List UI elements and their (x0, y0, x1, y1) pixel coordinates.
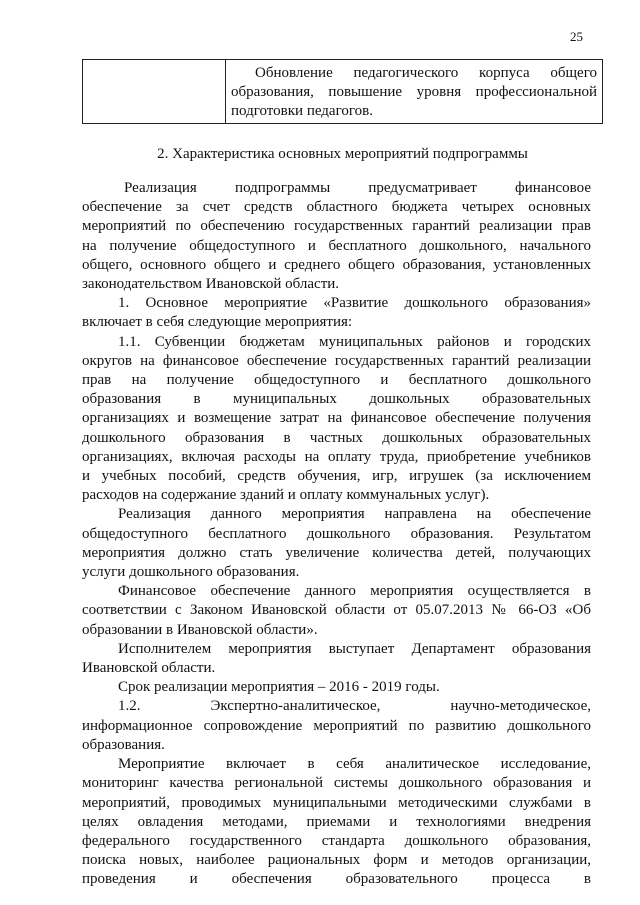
text-line: округов на финансовое обеспечение государственных гарантий реализации (82, 352, 591, 369)
text-line: целях овладения методами, приемами и технологиями внедрения (82, 813, 591, 830)
text-line: соответствии с Законом Ивановской области от 05.07.2013 № 66-ОЗ «Об (82, 602, 591, 619)
text-line: поиска новых, наиболее рациональных форм и методов организации, (82, 852, 591, 869)
text-line: образования в муниципальных дошкольных образовательных (82, 391, 591, 408)
table-line: подготовки педагогов. (231, 103, 373, 119)
text-line: 1. Основное мероприятие «Развитие дошкольного образования» (118, 295, 591, 312)
text-line: Ивановской области. (82, 660, 216, 677)
text-line: организациях, включая расходы на оплату труда, приобретение учебников (82, 448, 591, 465)
text-line: Срок реализации мероприятия – 2016 - 2019 годы. (118, 679, 440, 696)
table-cell-empty (83, 60, 226, 123)
text-line: мероприятий, проводимых муниципальными методическими службами в (82, 794, 591, 811)
table-line: Обновление педагогического корпуса общего (255, 65, 597, 81)
section-heading: 2. Характеристика основных мероприятий подпрограммы (157, 146, 528, 162)
text-line: мероприятия должно стать увеличение количества детей, получающих (82, 544, 591, 561)
text-line: законодательством Ивановской области. (82, 276, 340, 293)
text-line: 1.2. Экспертно-аналитическое, научно-методическое, (118, 698, 591, 715)
text-line: 1.1. Субвенции бюджетам муниципальных районов и городских (118, 333, 591, 350)
text-line: образования. (82, 736, 165, 753)
text-line: информационное сопровождение мероприятий по развитию дошкольного (82, 717, 591, 734)
table-line: образования, повышение уровня профессиональной (231, 84, 597, 100)
text-line: расходов на содержание зданий и оплату коммунальных услуг). (82, 487, 490, 504)
text-line: общедоступного бесплатного дошкольного образования. Результатом (82, 525, 591, 542)
text-line: включает в себя следующие мероприятия: (82, 314, 353, 331)
body-text (82, 179, 591, 890)
continuation-table (82, 59, 603, 124)
text-line: и учебных пособий, средств обучения, игр, игрушек (за исключением (82, 468, 591, 485)
table-cell-text (226, 60, 602, 123)
text-line: федерального государственного стандарта дошкольного образования, (82, 832, 591, 849)
page-number: 25 (570, 29, 583, 44)
text-line: образовании в Ивановской области». (82, 621, 318, 638)
text-line: Финансовое обеспечение данного мероприятия осуществляется в (118, 583, 591, 600)
text-line: прав на получение общедоступного и бесплатного дошкольного (82, 372, 591, 389)
text-line: общего, основного общего и среднего общего образования, установленных (82, 256, 591, 273)
text-line: услуги дошкольного образования. (82, 564, 300, 581)
text-line: мероприятий по обеспечению государственных гарантий реализации прав (82, 218, 591, 235)
text-line: обеспечение за счет средств областного бюджета четырех основных (82, 199, 591, 216)
text-line: Исполнителем мероприятия выступает Департамент образования (118, 640, 591, 657)
text-line: Реализация подпрограммы предусматривает финансовое (124, 180, 591, 196)
text-line: проведения и обеспечения образовательного процесса в (82, 871, 591, 888)
text-line: на получение общедоступного и бесплатного дошкольного, начального (82, 237, 591, 254)
text-line: Мероприятие включает в себя аналитическое исследование, (118, 756, 591, 773)
text-line: мониторинг качества региональной системы дошкольного образования и (82, 775, 591, 792)
text-line: дошкольного образования в частных дошкольных образовательных (82, 429, 591, 446)
text-line: организациях и возмещение затрат на финансовое обеспечение получения (82, 410, 591, 427)
text-line: Реализация данного мероприятия направлена на обеспечение (118, 506, 591, 523)
